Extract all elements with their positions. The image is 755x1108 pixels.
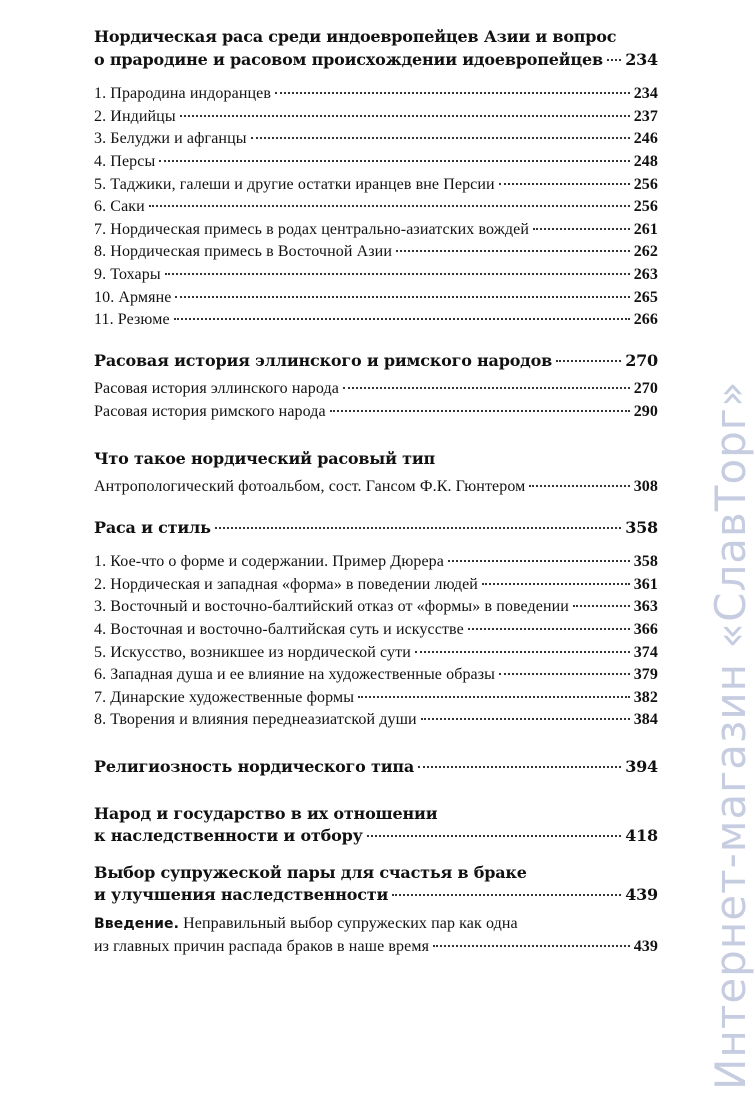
leader-dots: [499, 673, 630, 675]
page-number: 263: [633, 265, 658, 283]
leader-dots: [418, 766, 621, 768]
leader-dots: [433, 945, 630, 947]
leader-dots: [149, 205, 630, 207]
page-number: 394: [625, 757, 658, 777]
page-number: 382: [633, 688, 658, 706]
entry-label: 3. Белуджи и афганцы: [94, 130, 247, 148]
page-number: 256: [633, 198, 658, 216]
page-number: 237: [633, 107, 658, 125]
page-number: 384: [633, 711, 658, 729]
entry-label: 4. Восточная и восточно-балтийская суть и искусстве: [94, 621, 464, 639]
section-heading-line: [94, 756, 658, 779]
page-number: 246: [633, 130, 658, 148]
toc-entry: [94, 401, 658, 424]
leader-dots: [180, 115, 630, 117]
leader-dots: [468, 628, 630, 630]
toc-entry: [94, 219, 658, 242]
toc-entry: [94, 936, 658, 959]
watermark: Интернет-магазин «СлавТорг»: [706, 380, 755, 1090]
leader-dots: [499, 183, 630, 185]
page-number: 358: [625, 517, 658, 537]
entry-label: 9. Тохары: [94, 265, 161, 283]
toc-entry: [94, 709, 658, 732]
toc-entry: [94, 128, 658, 151]
section-heading: Народ и государство в их отношении: [94, 803, 438, 823]
section-heading: о прародине и расовом происхождении идоевропейцев: [94, 49, 603, 69]
toc-entry: [94, 378, 658, 401]
section-heading: Что такое нордический расовый тип: [94, 448, 436, 468]
entry-label: 6. Западная душа и ее влияние на художественные образы: [94, 666, 496, 684]
toc-entry: [94, 476, 658, 499]
leader-dots: [165, 273, 630, 275]
section-heading: Выбор супружеской пары для счастья в браке: [94, 862, 527, 882]
toc-entry: [94, 174, 658, 197]
leader-dots: [533, 228, 630, 230]
toc-entry: [94, 83, 658, 106]
section-heading-line: [94, 884, 658, 907]
entry-label: Расовая история римского народа: [94, 402, 326, 420]
entry-list: [94, 551, 658, 732]
leader-dots: [607, 59, 621, 61]
page-number: 358: [633, 553, 658, 571]
entry-label: 5. Таджики, галеши и другие остатки иранцев вне Персии: [94, 175, 495, 193]
toc-entry: [94, 151, 658, 174]
toc-entry: [94, 642, 658, 665]
page-number: 256: [633, 175, 658, 193]
page-number: 290: [633, 402, 658, 420]
entry-label: 7. Динарские художественные формы: [94, 688, 355, 706]
entry-label: 5. Искусство, возникшее из нордической сути: [94, 643, 411, 661]
section-heading: Религиозность нордического типа: [94, 757, 415, 777]
leader-dots: [159, 160, 629, 162]
page-number: 439: [633, 937, 658, 955]
section-heading: Расовая история эллинского и римского народов: [94, 350, 553, 370]
toc-entry: [94, 574, 658, 597]
entry-label: 8. Нордическая примесь в Восточной Азии: [94, 243, 393, 261]
entry-label: 10. Армяне: [94, 288, 172, 306]
leader-dots: [358, 696, 630, 698]
leader-dots: [174, 318, 630, 320]
toc-entry: [94, 687, 658, 710]
entry-list: [94, 476, 658, 499]
toc-entry: [94, 196, 658, 219]
entry-label: 3. Восточный и восточно-балтийский отказ от «формы» в поведении: [94, 598, 569, 616]
page-number: 270: [625, 350, 658, 370]
page-number: 308: [633, 478, 658, 496]
section-heading-line: [94, 350, 658, 373]
leader-dots: [275, 92, 630, 94]
leader-dots: [421, 718, 630, 720]
intro-text: Неправильный выбор супружеских пар как одна: [183, 915, 518, 932]
section-heading: и улучшения наследственности: [94, 885, 389, 905]
page-number: 363: [633, 598, 658, 616]
page-number: 366: [633, 621, 658, 639]
leader-dots: [415, 651, 630, 653]
entry-label: Антропологический фотоальбом, сост. Гансом Ф.К. Гюнтером: [94, 478, 526, 496]
entry-label: из главных причин распада браков в наше время: [94, 937, 430, 955]
page-number: 418: [625, 826, 658, 846]
section-heading-line: [94, 825, 658, 848]
leader-dots: [330, 410, 630, 412]
toc-entry: [94, 309, 658, 332]
section-heading-line: [94, 517, 658, 540]
intro-lead: Введение.: [94, 916, 180, 932]
section-heading: к наследственности и отбору: [94, 826, 363, 846]
leader-dots: [215, 527, 621, 529]
table-of-contents: [94, 26, 658, 958]
page-number: 265: [633, 288, 658, 306]
entry-label: 1. Прародина индоранцев: [94, 85, 272, 103]
page-number: 379: [633, 666, 658, 684]
intro-line: [94, 913, 658, 936]
toc-entry: [94, 241, 658, 264]
entry-list: [94, 378, 658, 423]
toc-entry: [94, 551, 658, 574]
leader-dots: [482, 583, 630, 585]
page-number: 270: [633, 380, 658, 398]
page-number: 266: [633, 311, 658, 329]
page-number: 261: [633, 220, 658, 238]
entry-label: 4. Персы: [94, 152, 156, 170]
toc-entry: [94, 596, 658, 619]
leader-dots: [556, 360, 621, 362]
page-number: 361: [633, 575, 658, 593]
entry-label: 7. Нордическая примесь в родах центрально-азиатских вождей: [94, 220, 530, 238]
leader-dots: [251, 137, 630, 139]
toc-entry: [94, 106, 658, 129]
page-number: 234: [625, 49, 658, 69]
entry-label: 2. Индийцы: [94, 107, 176, 125]
leader-dots: [529, 485, 629, 487]
page-number: 374: [633, 643, 658, 661]
leader-dots: [367, 835, 622, 837]
leader-dots: [396, 250, 630, 252]
page-number: 262: [633, 243, 658, 261]
page-number: 439: [625, 885, 658, 905]
entry-label: 1. Кое-что о форме и содержании. Пример Дюрера: [94, 553, 444, 571]
leader-dots: [573, 605, 630, 607]
leader-dots: [448, 560, 630, 562]
entry-list: [94, 83, 658, 332]
leader-dots: [175, 296, 629, 298]
leader-dots: [392, 894, 621, 896]
section-heading-line: [94, 49, 658, 72]
toc-entry: [94, 264, 658, 287]
page-number: 234: [633, 85, 658, 103]
page-number: 248: [633, 152, 658, 170]
section-heading: Раса и стиль: [94, 517, 211, 537]
entry-label: 8. Творения и влияния переднеазиатской души: [94, 711, 417, 729]
toc-entry: [94, 619, 658, 642]
entry-label: 11. Резюме: [94, 311, 170, 329]
toc-entry: [94, 664, 658, 687]
toc-entry: [94, 287, 658, 310]
leader-dots: [343, 387, 630, 389]
entry-label: 6. Саки: [94, 198, 145, 216]
entry-label: Расовая история эллинского народа: [94, 380, 339, 398]
entry-label: 2. Нордическая и западная «форма» в поведении людей: [94, 575, 478, 593]
section-heading: Нордическая раса среди индоевропейцев Азии и вопрос: [94, 27, 617, 46]
